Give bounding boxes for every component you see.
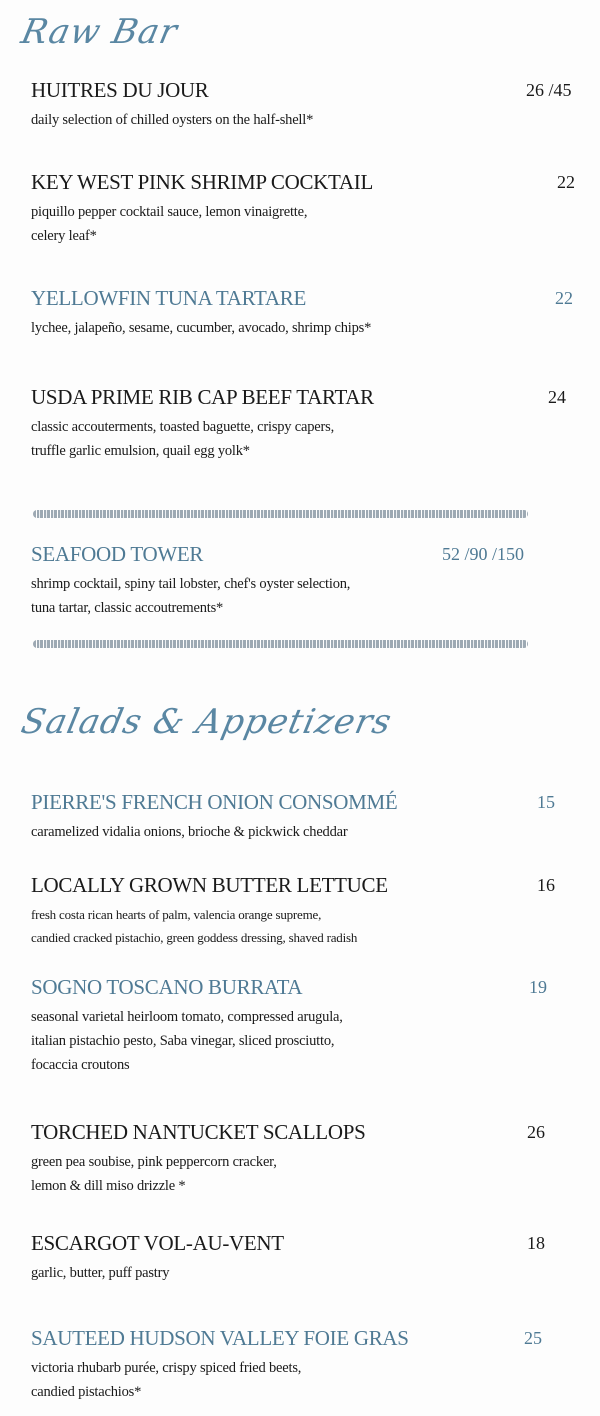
item-name: SOGNO TOSCANO BURRATA xyxy=(31,975,303,999)
item-description: daily selection of chilled oysters on the half-shell* xyxy=(31,112,314,128)
item-price: 24 xyxy=(548,387,566,407)
item-price: 25 xyxy=(524,1328,542,1348)
menu-item xyxy=(31,975,571,1077)
item-price: 22 xyxy=(557,172,575,192)
item-name: YELLOWFIN TUNA TARTARE xyxy=(31,286,306,310)
item-name: USDA PRIME RIB CAP BEEF TARTAR xyxy=(31,385,374,409)
item-description: shrimp cocktail, spiny tail lobster, chef's oyster selection, tuna tartar, classic accoutrements* xyxy=(31,576,351,616)
menu-item xyxy=(31,873,571,949)
chain-divider xyxy=(33,640,528,648)
item-name: LOCALLY GROWN BUTTER LETTUCE xyxy=(31,873,388,897)
item-price: 16 xyxy=(537,875,555,895)
item-price: 18 xyxy=(527,1233,545,1253)
item-description: caramelized vidalia onions, brioche & pickwick cheddar xyxy=(31,824,348,840)
menu-item xyxy=(31,542,571,620)
item-name: KEY WEST PINK SHRIMP COCKTAIL xyxy=(31,170,373,194)
section-title-salads-appetizers: Salads & Appetizers xyxy=(17,702,396,742)
chain-divider xyxy=(33,510,528,518)
item-name: ESCARGOT VOL-AU-VENT xyxy=(31,1231,284,1255)
menu-item xyxy=(31,385,571,463)
menu-item xyxy=(31,1231,571,1285)
item-name: PIERRE'S FRENCH ONION CONSOMMÉ xyxy=(31,790,398,814)
item-price: 26 xyxy=(527,1122,545,1142)
item-price: 19 xyxy=(529,977,547,997)
item-price: 26 /45 xyxy=(526,80,572,100)
item-name: HUITRES DU JOUR xyxy=(31,78,209,102)
item-name: SAUTEED HUDSON VALLEY FOIE GRAS xyxy=(31,1326,409,1350)
menu-item xyxy=(31,78,571,132)
menu-item xyxy=(31,1120,571,1198)
item-price: 15 xyxy=(537,792,555,812)
item-description: fresh costa rican hearts of palm, valencia orange supreme, candied cracked pistachio, green goddess dressing, shaved radish xyxy=(31,907,358,945)
menu-item xyxy=(31,170,575,248)
item-name: SEAFOOD TOWER xyxy=(31,542,204,566)
item-description: seasonal varietal heirloom tomato, compressed arugula, italian pistachio pesto, Saba vinegar, sliced prosciutto, focaccia croutons xyxy=(31,1009,343,1073)
item-description: piquillo pepper cocktail sauce, lemon vinaigrette, celery leaf* xyxy=(31,204,308,244)
menu-item xyxy=(31,790,571,844)
section-title-raw-bar: Raw Bar xyxy=(17,12,182,52)
item-price: 22 xyxy=(555,288,573,308)
menu-item xyxy=(31,286,571,340)
item-description: classic accouterments, toasted baguette, crispy capers, truffle garlic emulsion, quail egg yolk* xyxy=(31,419,335,459)
menu-item xyxy=(31,1326,571,1404)
item-description: victoria rhubarb purée, crispy spiced fried beets, candied pistachios* xyxy=(31,1360,302,1400)
item-description: green pea soubise, pink peppercorn cracker, lemon & dill miso drizzle * xyxy=(31,1154,277,1194)
item-price: 52 /90 /150 xyxy=(442,544,525,564)
item-name: TORCHED NANTUCKET SCALLOPS xyxy=(31,1120,366,1144)
item-description: lychee, jalapeño, sesame, cucumber, avocado, shrimp chips* xyxy=(31,320,372,336)
item-description: garlic, butter, puff pastry xyxy=(31,1265,170,1281)
